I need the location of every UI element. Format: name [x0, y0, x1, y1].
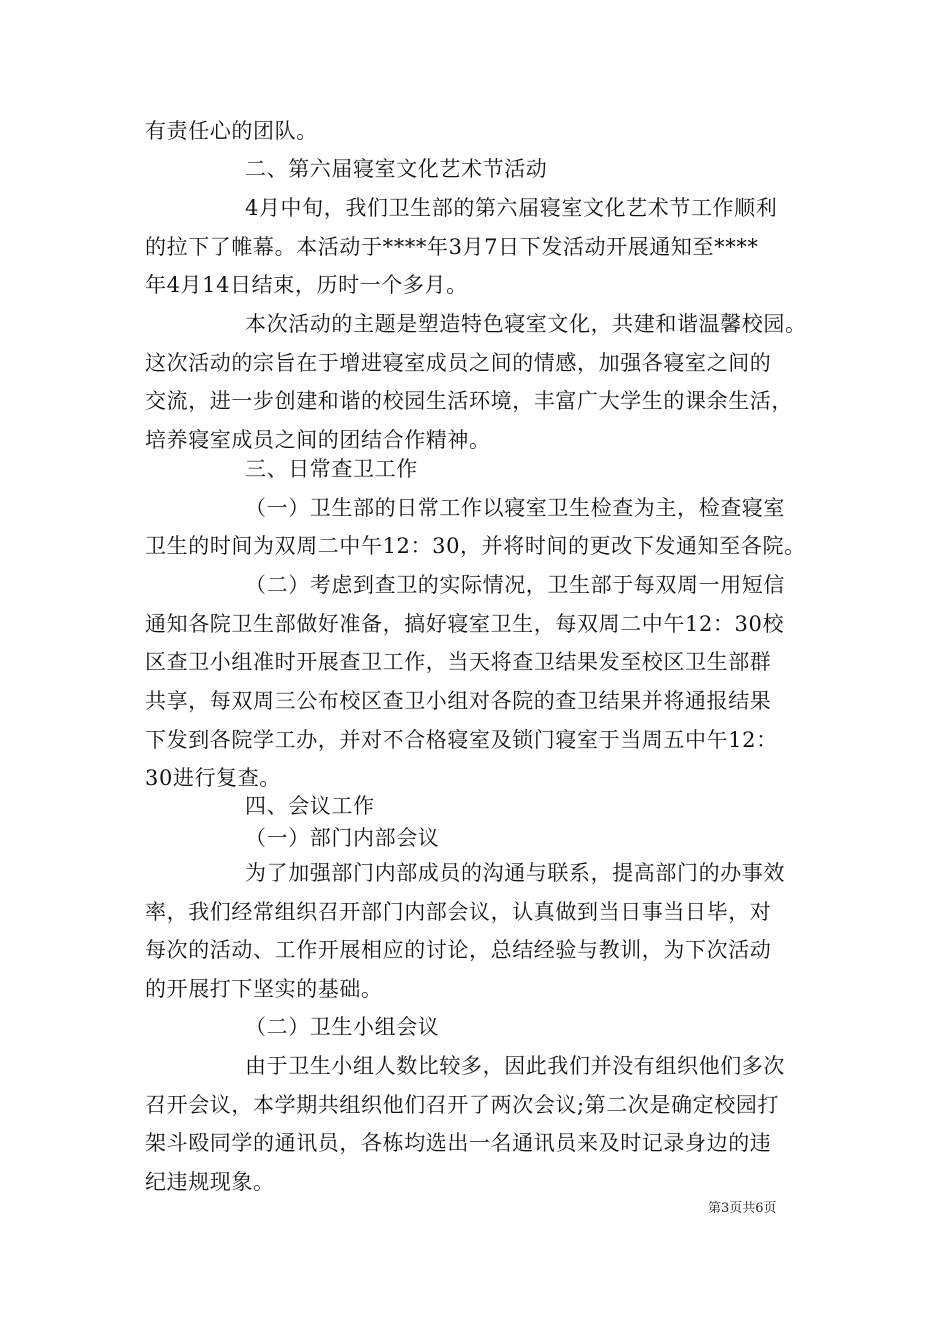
text-line: 的拉下了帷幕。本活动于****年3月7日下发活动开展通知至****: [145, 235, 759, 259]
page-number-footer: 第3页共6页: [708, 1201, 777, 1216]
text-line: 这次活动的宗旨在于增进寝室成员之间的情感，加强各寝室之间的: [145, 351, 772, 375]
text-line: 召开会议，本学期共组织他们召开了两次会议;第二次是确定校园打: [145, 1093, 780, 1117]
text-line: 由于卫生小组人数比较多，因此我们并没有组织他们多次: [245, 1054, 785, 1078]
text-line: 下发到各院学工办，并对不合格寝室及锁门寝室于当周五中午12：: [145, 728, 778, 752]
text-line: 架斗殴同学的通讯员，各栋均选出一名通讯员来及时记录身边的违: [145, 1131, 772, 1155]
section-heading-2: 二、第六届寝室文化艺术节活动: [245, 157, 548, 181]
text-line: 年4月14日结束，历时一个多月。: [145, 273, 468, 297]
text-line: 30进行复查。: [145, 766, 281, 790]
text-line: 有责任心的团队。: [145, 119, 318, 143]
text-line: 区查卫小组准时开展查卫工作，当天将查卫结果发至校区卫生部群: [145, 650, 772, 674]
text-line: 每次的活动、工作开展相应的讨论，总结经验与教训，为下次活动: [145, 938, 772, 962]
text-line: （二）考虑到查卫的实际情况，卫生部于每双周一用短信: [245, 573, 785, 597]
subsection-heading: （二）卫生小组会议: [245, 1015, 440, 1039]
section-heading-4: 四、会议工作: [245, 794, 375, 818]
section-heading-3: 三、日常查卫工作: [245, 457, 418, 481]
text-line: 通知各院卫生部做好准备，搞好寝室卫生，每双周二中午12：30校: [145, 612, 785, 636]
text-line: 的开展打下坚实的基础。: [145, 977, 383, 1001]
text-line: 本次活动的主题是塑造特色寝室文化，共建和谐温馨校园。: [245, 312, 807, 336]
text-line: 4月中旬，我们卫生部的第六届寝室文化艺术节工作顺利: [245, 196, 778, 220]
text-line: 为了加强部门内部成员的沟通与联系，提高部门的办事效: [245, 861, 785, 885]
text-line: 交流，进一步创建和谐的校园生活环境，丰富广大学生的课余生活，: [145, 389, 793, 413]
text-line: 培养寝室成员之间的团结合作精神。: [145, 428, 491, 452]
subsection-heading: （一）部门内部会议: [245, 826, 440, 850]
text-line: 共享，每双周三公布校区查卫小组对各院的查卫结果并将通报结果: [145, 689, 772, 713]
text-line: 卫生的时间为双周二中午12：30，并将时间的更改下发通知至各院。: [145, 534, 806, 558]
text-line: 率，我们经常组织召开部门内部会议，认真做到当日事当日毕，对: [145, 900, 772, 924]
text-line: （一）卫生部的日常工作以寝室卫生检查为主，检查寝室: [245, 496, 785, 520]
text-line: 纪违规现象。: [145, 1170, 275, 1194]
